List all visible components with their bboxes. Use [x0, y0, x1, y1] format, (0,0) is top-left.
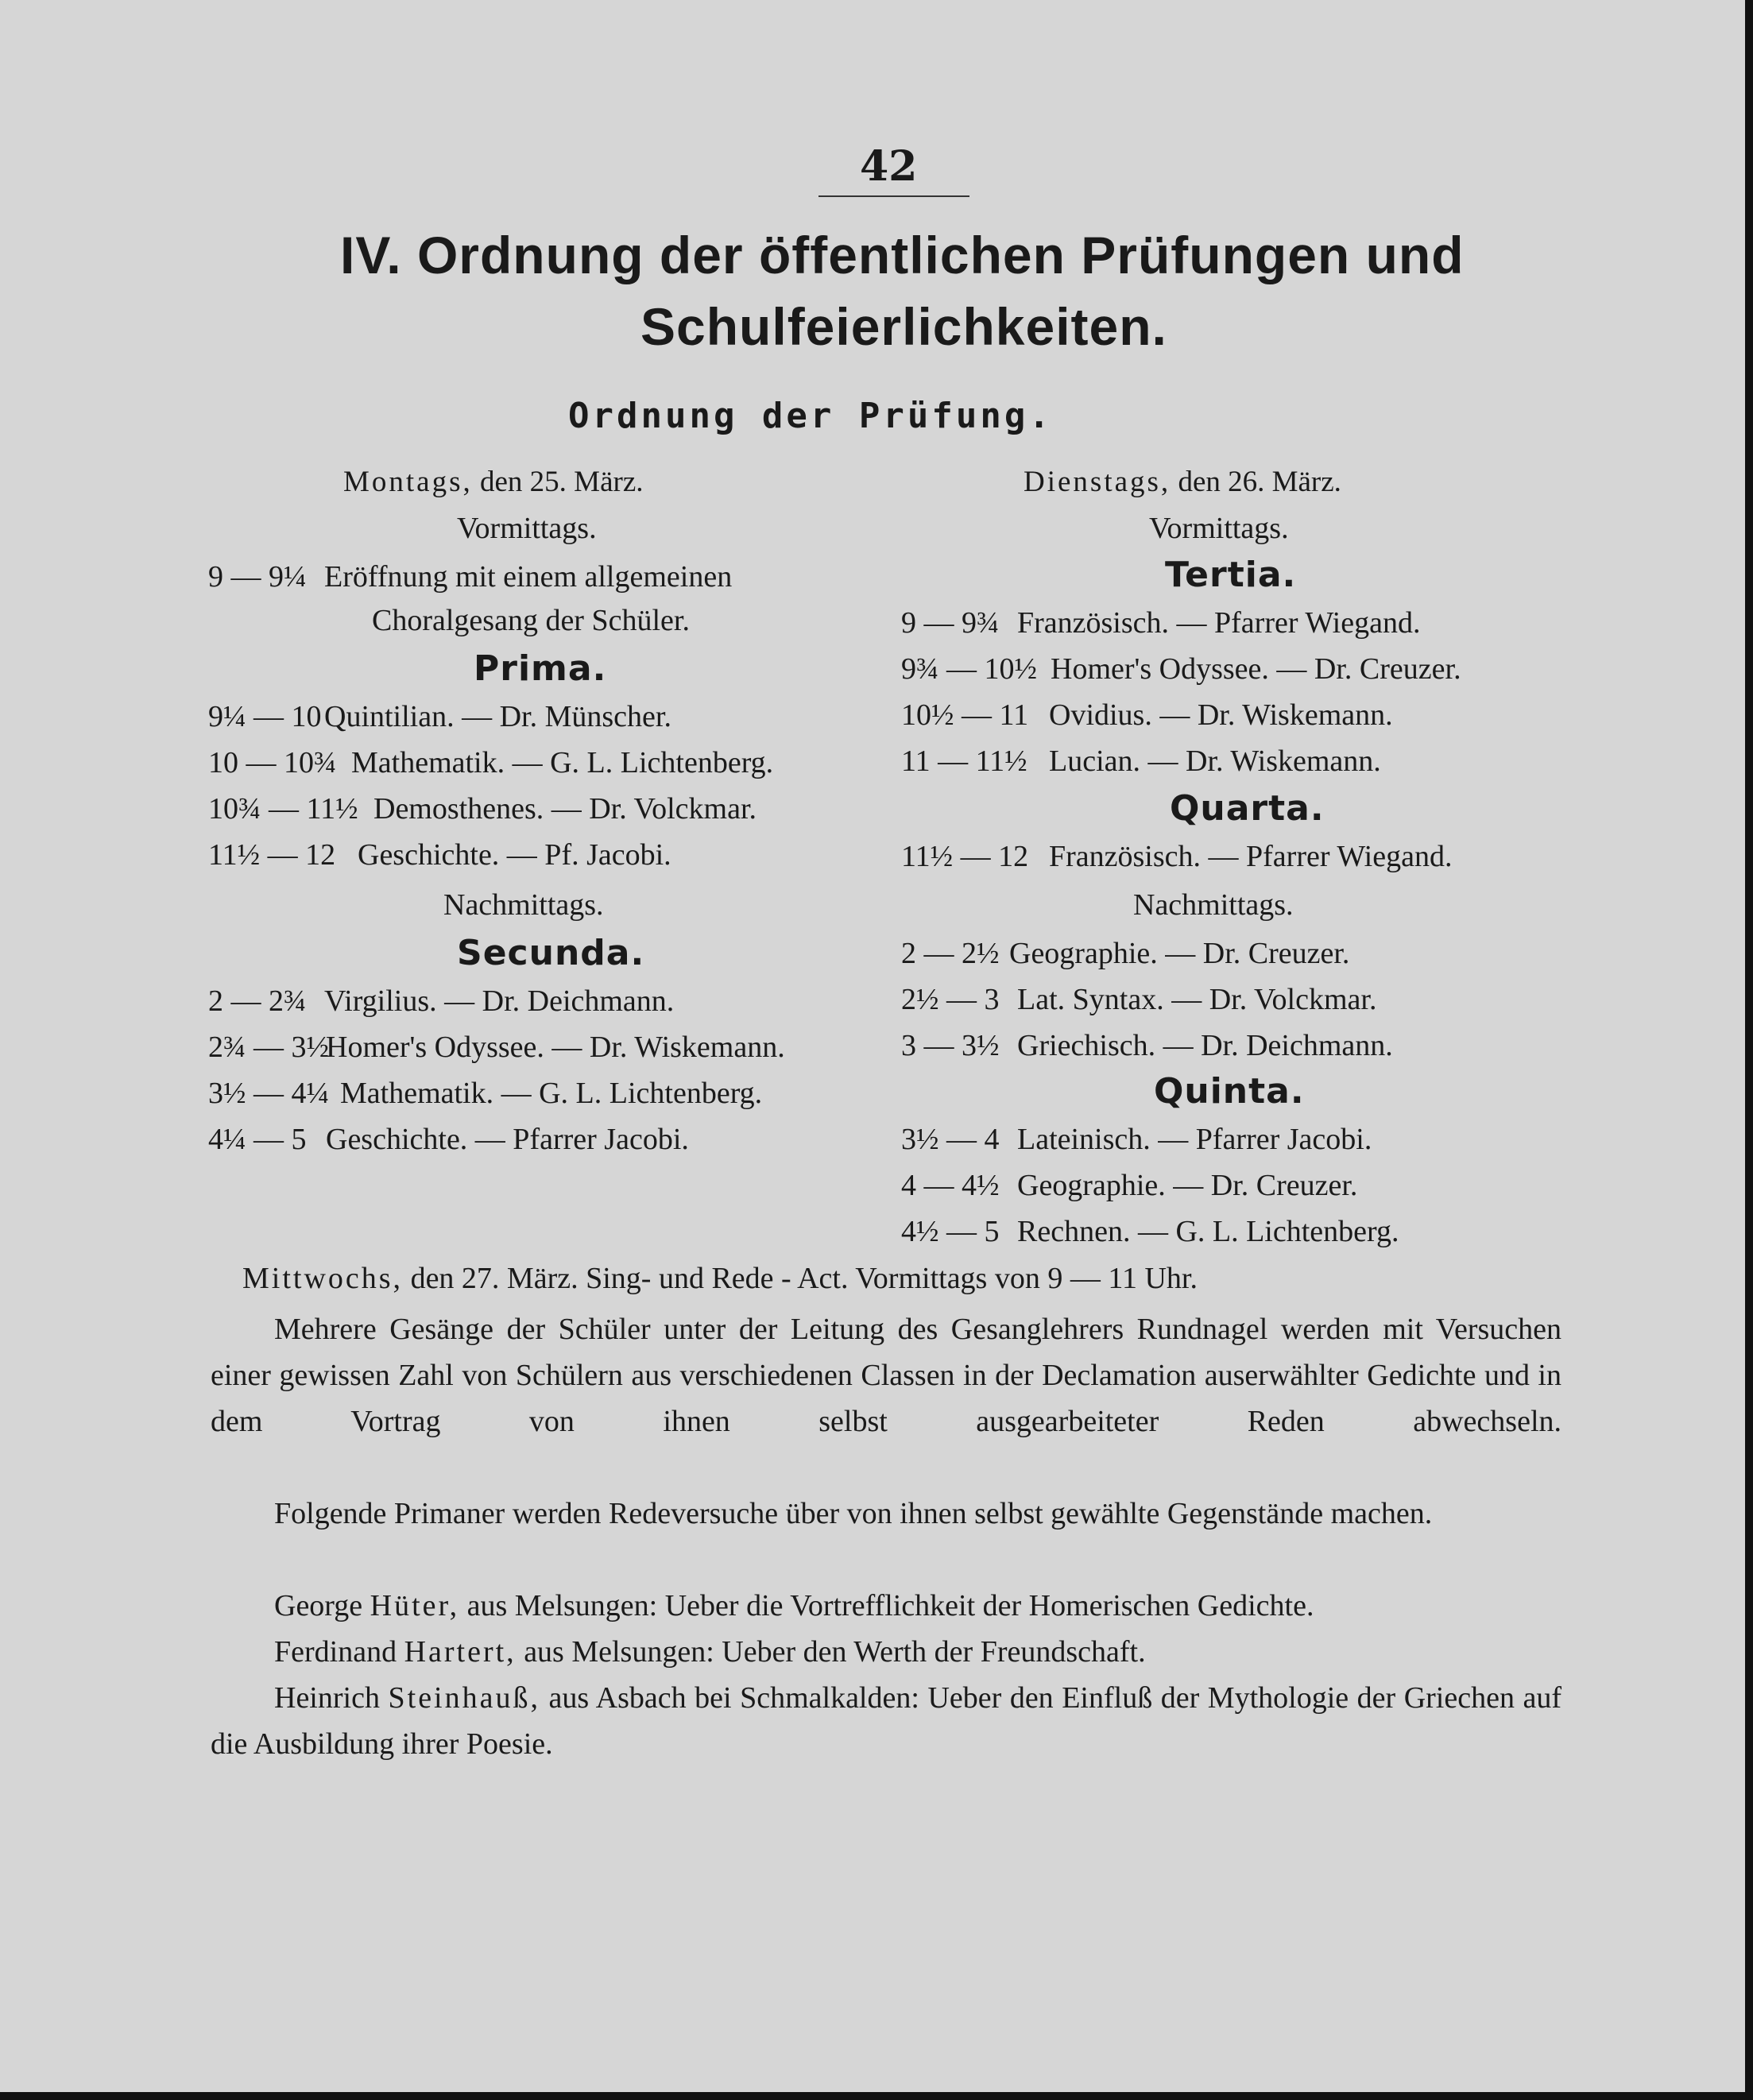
row-time: 11 — 11½: [901, 744, 1027, 778]
quinta-row: [901, 1168, 1357, 1203]
row-time: 10½ — 11: [901, 698, 1029, 732]
row-text: Geschichte. — Pf. Jacobi.: [358, 838, 671, 872]
right-afternoon-label: Nachmittags.: [1133, 888, 1294, 922]
scan-border-bottom: [0, 2092, 1753, 2100]
row-text: Französisch. — Pfarrer Wiegand.: [1049, 840, 1453, 873]
tertia-row: [901, 605, 1420, 640]
speaker-1: [211, 1583, 1561, 1629]
row-text: Französisch. — Pfarrer Wiegand.: [1017, 606, 1421, 640]
speaker-text: aus Asbach bei Schmalkalden: Ueber den Einfluß der Mythologie der Griechen auf die Ausbildung ihrer Poesie.: [211, 1681, 1562, 1761]
tertia-row: [901, 652, 1461, 686]
wednesday-line: [242, 1263, 1198, 1294]
row-time: 10 — 10¾: [208, 746, 337, 779]
wednesday-day: Mittwochs,: [242, 1262, 404, 1295]
row-time: 11½ — 12: [901, 840, 1029, 873]
quarta-afternoon-row: [901, 1028, 1393, 1063]
row-time: 11½ — 12: [208, 838, 336, 872]
row-text: Demosthenes. — Dr. Volckmar.: [373, 792, 757, 826]
opening-text-2: Choralgesang der Schüler.: [372, 604, 690, 637]
row-text: Lateinisch. — Pfarrer Jacobi.: [1017, 1123, 1372, 1156]
paragraph-2: Folgende Primaner werden Redeversuche über von ihnen selbst gewählte Gegenstände machen.: [274, 1497, 1433, 1530]
quarta-afternoon-row: [901, 982, 1376, 1017]
paragraph-1: Mehrere Gesänge der Schüler unter der Leitung des Gesanglehrers Rundnagel werden mit Versuchen einer gewissen Zahl von Schülern aus verschiedenen Classen in der Declamation auserwählter Gedichte und in dem Vortrag von ihnen selbst ausgearbeiteter Reden abwechseln.: [211, 1313, 1561, 1438]
tertia-heading: Tertia.: [1165, 555, 1297, 595]
speaker-last-name: Steinhauß,: [388, 1681, 540, 1715]
right-day-name: Dienstags,: [1024, 466, 1171, 498]
subtitle: Ordnung der Prüfung.: [568, 396, 1053, 436]
left-day-heading: [343, 467, 644, 497]
speaker-last-name: Hartert,: [404, 1635, 517, 1669]
row-time: 2½ — 3: [901, 983, 1000, 1016]
secunda-row: [208, 1030, 785, 1065]
row-time: 3½ — 4¼: [208, 1077, 329, 1110]
left-afternoon-label: Nachmittags.: [443, 888, 604, 922]
right-day-heading: [1024, 467, 1341, 497]
quarta-row: [901, 839, 1452, 874]
secunda-heading: Secunda.: [457, 933, 645, 973]
row-time: 3½ — 4: [901, 1123, 1000, 1156]
tertia-row: [901, 698, 1393, 733]
speaker-3: [211, 1675, 1561, 1767]
row-text: Ovidius. — Dr. Wiskemann.: [1049, 698, 1393, 732]
section-title-line-1: IV. Ordnung der öffentlichen Prüfungen und: [340, 226, 1465, 284]
row-text: Rechnen. — G. L. Lichtenberg.: [1017, 1215, 1399, 1248]
secunda-row: [208, 984, 674, 1019]
tertia-row: [901, 744, 1381, 779]
page-number-rule: [818, 195, 969, 197]
row-text: Quintilian. — Dr. Münscher.: [324, 700, 671, 733]
speaker-first-name: Heinrich: [274, 1681, 380, 1715]
row-time: 10¾ — 11½: [208, 792, 358, 826]
row-time: 4½ — 5: [901, 1215, 1000, 1248]
right-day-date: den 26. März.: [1178, 466, 1341, 498]
speaker-first-name: George: [274, 1589, 363, 1622]
prima-row: [208, 699, 671, 734]
opening-time: 9 — 9¼: [208, 560, 307, 594]
row-text: Lucian. — Dr. Wiskemann.: [1049, 744, 1381, 778]
secunda-row: [208, 1122, 689, 1157]
row-text: Geographie. — Dr. Creuzer.: [1009, 937, 1350, 970]
row-time: 4¼ — 5: [208, 1123, 307, 1156]
row-time: 9 — 9¾: [901, 606, 1000, 640]
wednesday-rest: den 27. März. Sing- und Rede - Act. Vormittags von 9 — 11 Uhr.: [410, 1262, 1198, 1295]
left-day-name: Montags,: [343, 466, 473, 498]
speaker-last-name: Hüter,: [370, 1589, 460, 1622]
section-title-line-2: Schulfeierlichkeiten.: [640, 297, 1167, 356]
prima-row: [208, 745, 773, 780]
quinta-row: [901, 1214, 1399, 1249]
row-text: Homer's Odyssee. — Dr. Wiskemann.: [326, 1031, 785, 1064]
prima-row: [208, 837, 671, 872]
prima-heading: Prima.: [474, 648, 607, 689]
prima-row: [208, 791, 757, 826]
row-text: Mathematik. — G. L. Lichtenberg.: [351, 746, 774, 779]
scan-border-right: [1745, 0, 1753, 2100]
row-time: 4 — 4½: [901, 1169, 1000, 1202]
right-morning-label: Vormittags.: [1149, 512, 1289, 545]
quarta-afternoon-row: [901, 936, 1349, 971]
row-text: Virgilius. — Dr. Deichmann.: [324, 984, 675, 1018]
row-text: Homer's Odyssee. — Dr. Creuzer.: [1051, 652, 1461, 686]
row-text: Mathematik. — G. L. Lichtenberg.: [340, 1077, 763, 1110]
left-morning-label: Vormittags.: [457, 512, 597, 545]
row-time: 2¾ — 3½: [208, 1031, 329, 1064]
opening-text-1: Eröffnung mit einem allgemeinen: [324, 560, 733, 594]
opening-row: [208, 559, 732, 594]
row-text: Geschichte. — Pfarrer Jacobi.: [326, 1123, 689, 1156]
speaker-2: [211, 1629, 1561, 1675]
row-time: 3 — 3½: [901, 1029, 1000, 1062]
left-day-date: den 25. März.: [480, 466, 644, 498]
row-time: 2 — 2½: [901, 937, 1000, 970]
quarta-heading: Quarta.: [1170, 788, 1325, 829]
row-text: Griechisch. — Dr. Deichmann.: [1017, 1029, 1393, 1062]
speaker-text: aus Melsungen: Ueber den Werth der Freundschaft.: [524, 1635, 1146, 1669]
row-text: Geographie. — Dr. Creuzer.: [1017, 1169, 1358, 1202]
row-time: 9¾ — 10½: [901, 652, 1037, 686]
secunda-row: [208, 1076, 762, 1111]
row-text: Lat. Syntax. — Dr. Volckmar.: [1017, 983, 1377, 1016]
quinta-heading: Quinta.: [1154, 1071, 1305, 1112]
row-time: 2 — 2¾: [208, 984, 307, 1018]
page-number: 42: [860, 142, 918, 191]
speaker-first-name: Ferdinand: [274, 1635, 397, 1669]
row-time: 9¼ — 10: [208, 700, 322, 733]
quinta-row: [901, 1122, 1372, 1157]
speaker-text: aus Melsungen: Ueber die Vortrefflichkeit der Homerischen Gedichte.: [466, 1589, 1314, 1622]
